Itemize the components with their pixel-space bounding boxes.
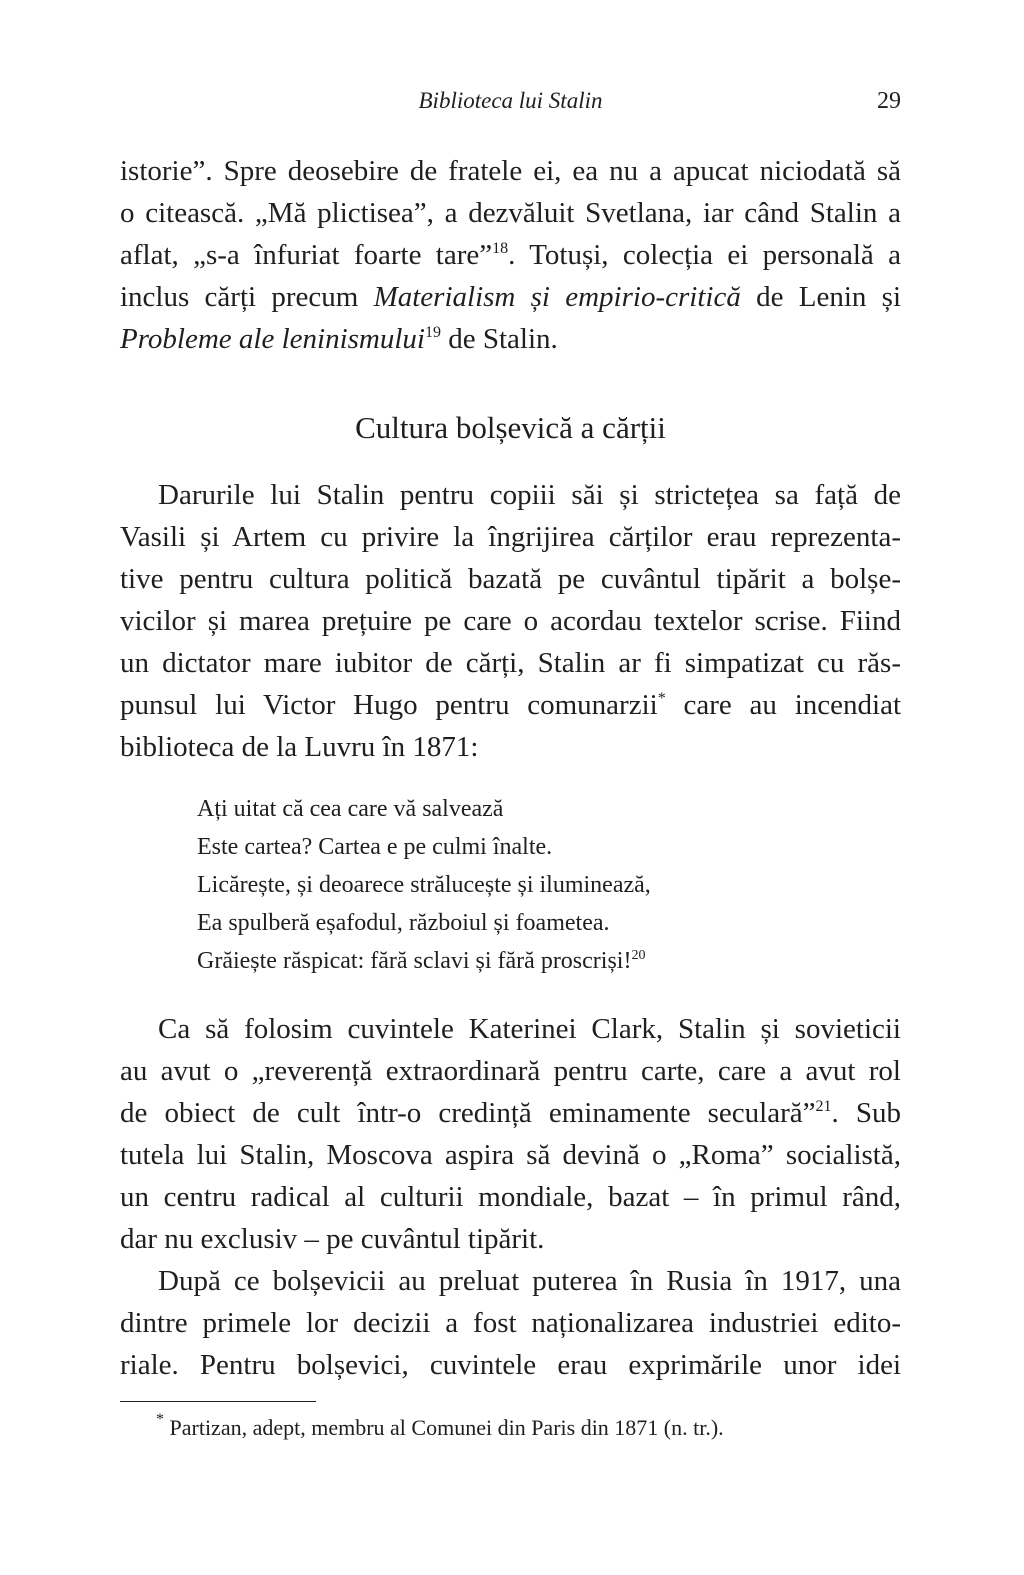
paragraph-line: au avut o „reverență extraordinară pentru carte, care a avut rol	[120, 1055, 901, 1087]
paragraph-line: o citească. „Mă plictisea”, a dezvăluit Svetlana, iar când Stalin a	[120, 197, 901, 229]
footnote-ref: 20	[631, 948, 646, 963]
page-number: 29	[877, 88, 901, 114]
paragraph-line: dar nu exclusiv – pe cuvântul tipărit.	[120, 1223, 545, 1255]
paragraph-line: Ca să folosim cuvintele Katerinei Clark, Stalin și sovieticii	[158, 1013, 901, 1045]
paragraph-line: tutela lui Stalin, Moscova aspira să devină o „Roma” socialistă,	[120, 1139, 901, 1171]
text-span: de Lenin și	[740, 281, 902, 313]
text-span: care au incendiat	[665, 689, 901, 721]
book-title: Materialism și empirio-critică	[373, 281, 741, 313]
section-heading: Cultura bolșevică a cărții	[355, 410, 666, 445]
paragraph-line	[120, 276, 901, 318]
text-span: Grăiește răspicat: fără sclavi și fără proscriși!	[197, 948, 632, 974]
verse-line: Ea spulberă eșafodul, războiul și foametea.	[197, 910, 610, 936]
paragraph-line: tive pentru cultura politică bazată pe cuvântul tipărit a bolșe-	[120, 563, 901, 595]
paragraph-line: Darurile lui Stalin pentru copiii săi și strictețea sa față de	[158, 479, 901, 511]
text-span: . Totuși, colecția ei personală a	[508, 239, 901, 271]
text-span: de Stalin.	[440, 323, 558, 355]
text-span: inclus cărți precum	[120, 281, 374, 313]
paragraph-line: Vasili și Artem cu privire la îngrijirea cărților erau reprezenta-	[120, 521, 901, 553]
verse-line: Este cartea? Cartea e pe culmi înalte.	[197, 834, 553, 860]
verse-line: Ați uitat că cea care vă salvează	[197, 796, 504, 822]
footnote-marker: *	[156, 1411, 164, 1428]
text-span: . Sub	[831, 1097, 901, 1129]
footnote-ref: 18	[492, 240, 509, 257]
paragraph-line	[120, 1092, 901, 1134]
verse-line: Licărește, și deoarece strălucește și iluminează,	[197, 872, 651, 898]
text-span: de obiect de cult într-o credință eminamente seculară”	[120, 1097, 816, 1129]
paragraph-line: vicilor și marea prețuire pe care o acordau textelor scrise. Fiind	[120, 605, 901, 637]
paragraph-line	[120, 318, 901, 360]
book-page	[120, 0, 901, 1575]
paragraph-line	[120, 684, 901, 726]
running-title: Biblioteca lui Stalin	[418, 88, 603, 113]
paragraph-line: un dictator mare iubitor de cărți, Stalin ar fi simpatizat cu răs-	[120, 647, 901, 679]
verse-line	[197, 944, 645, 978]
paragraph-line: biblioteca de la Luvru în 1871:	[120, 731, 479, 763]
footnote-ref: 21	[815, 1098, 832, 1115]
text-span: aflat, „s-a înfuriat foarte tare”	[120, 239, 493, 271]
paragraph-line: riale. Pentru bolșevici, cuvintele erau exprimările unor idei	[120, 1349, 901, 1381]
book-title: Probleme ale leninismului	[120, 323, 425, 355]
footnote	[156, 1411, 724, 1445]
text-span: punsul lui Victor Hugo pentru comunarzii	[120, 689, 658, 721]
footnote-ref: 19	[424, 324, 441, 341]
paragraph-line: istorie”. Spre deosebire de fratele ei, ea nu a apucat niciodată să	[120, 155, 901, 187]
paragraph-line: dintre primele lor decizii a fost naționalizarea industriei edito-	[120, 1307, 901, 1339]
running-header	[120, 84, 901, 118]
paragraph-line: După ce bolșevicii au preluat puterea în Rusia în 1917, una	[158, 1265, 901, 1297]
footnote-ref: *	[657, 690, 666, 707]
footnote-divider	[120, 1401, 316, 1402]
footnote-text: Partizan, adept, membru al Comunei din Paris din 1871 (n. tr.).	[164, 1415, 724, 1440]
paragraph-line	[120, 234, 901, 276]
paragraph-line: un centru radical al culturii mondiale, bazat – în primul rând,	[120, 1181, 901, 1213]
